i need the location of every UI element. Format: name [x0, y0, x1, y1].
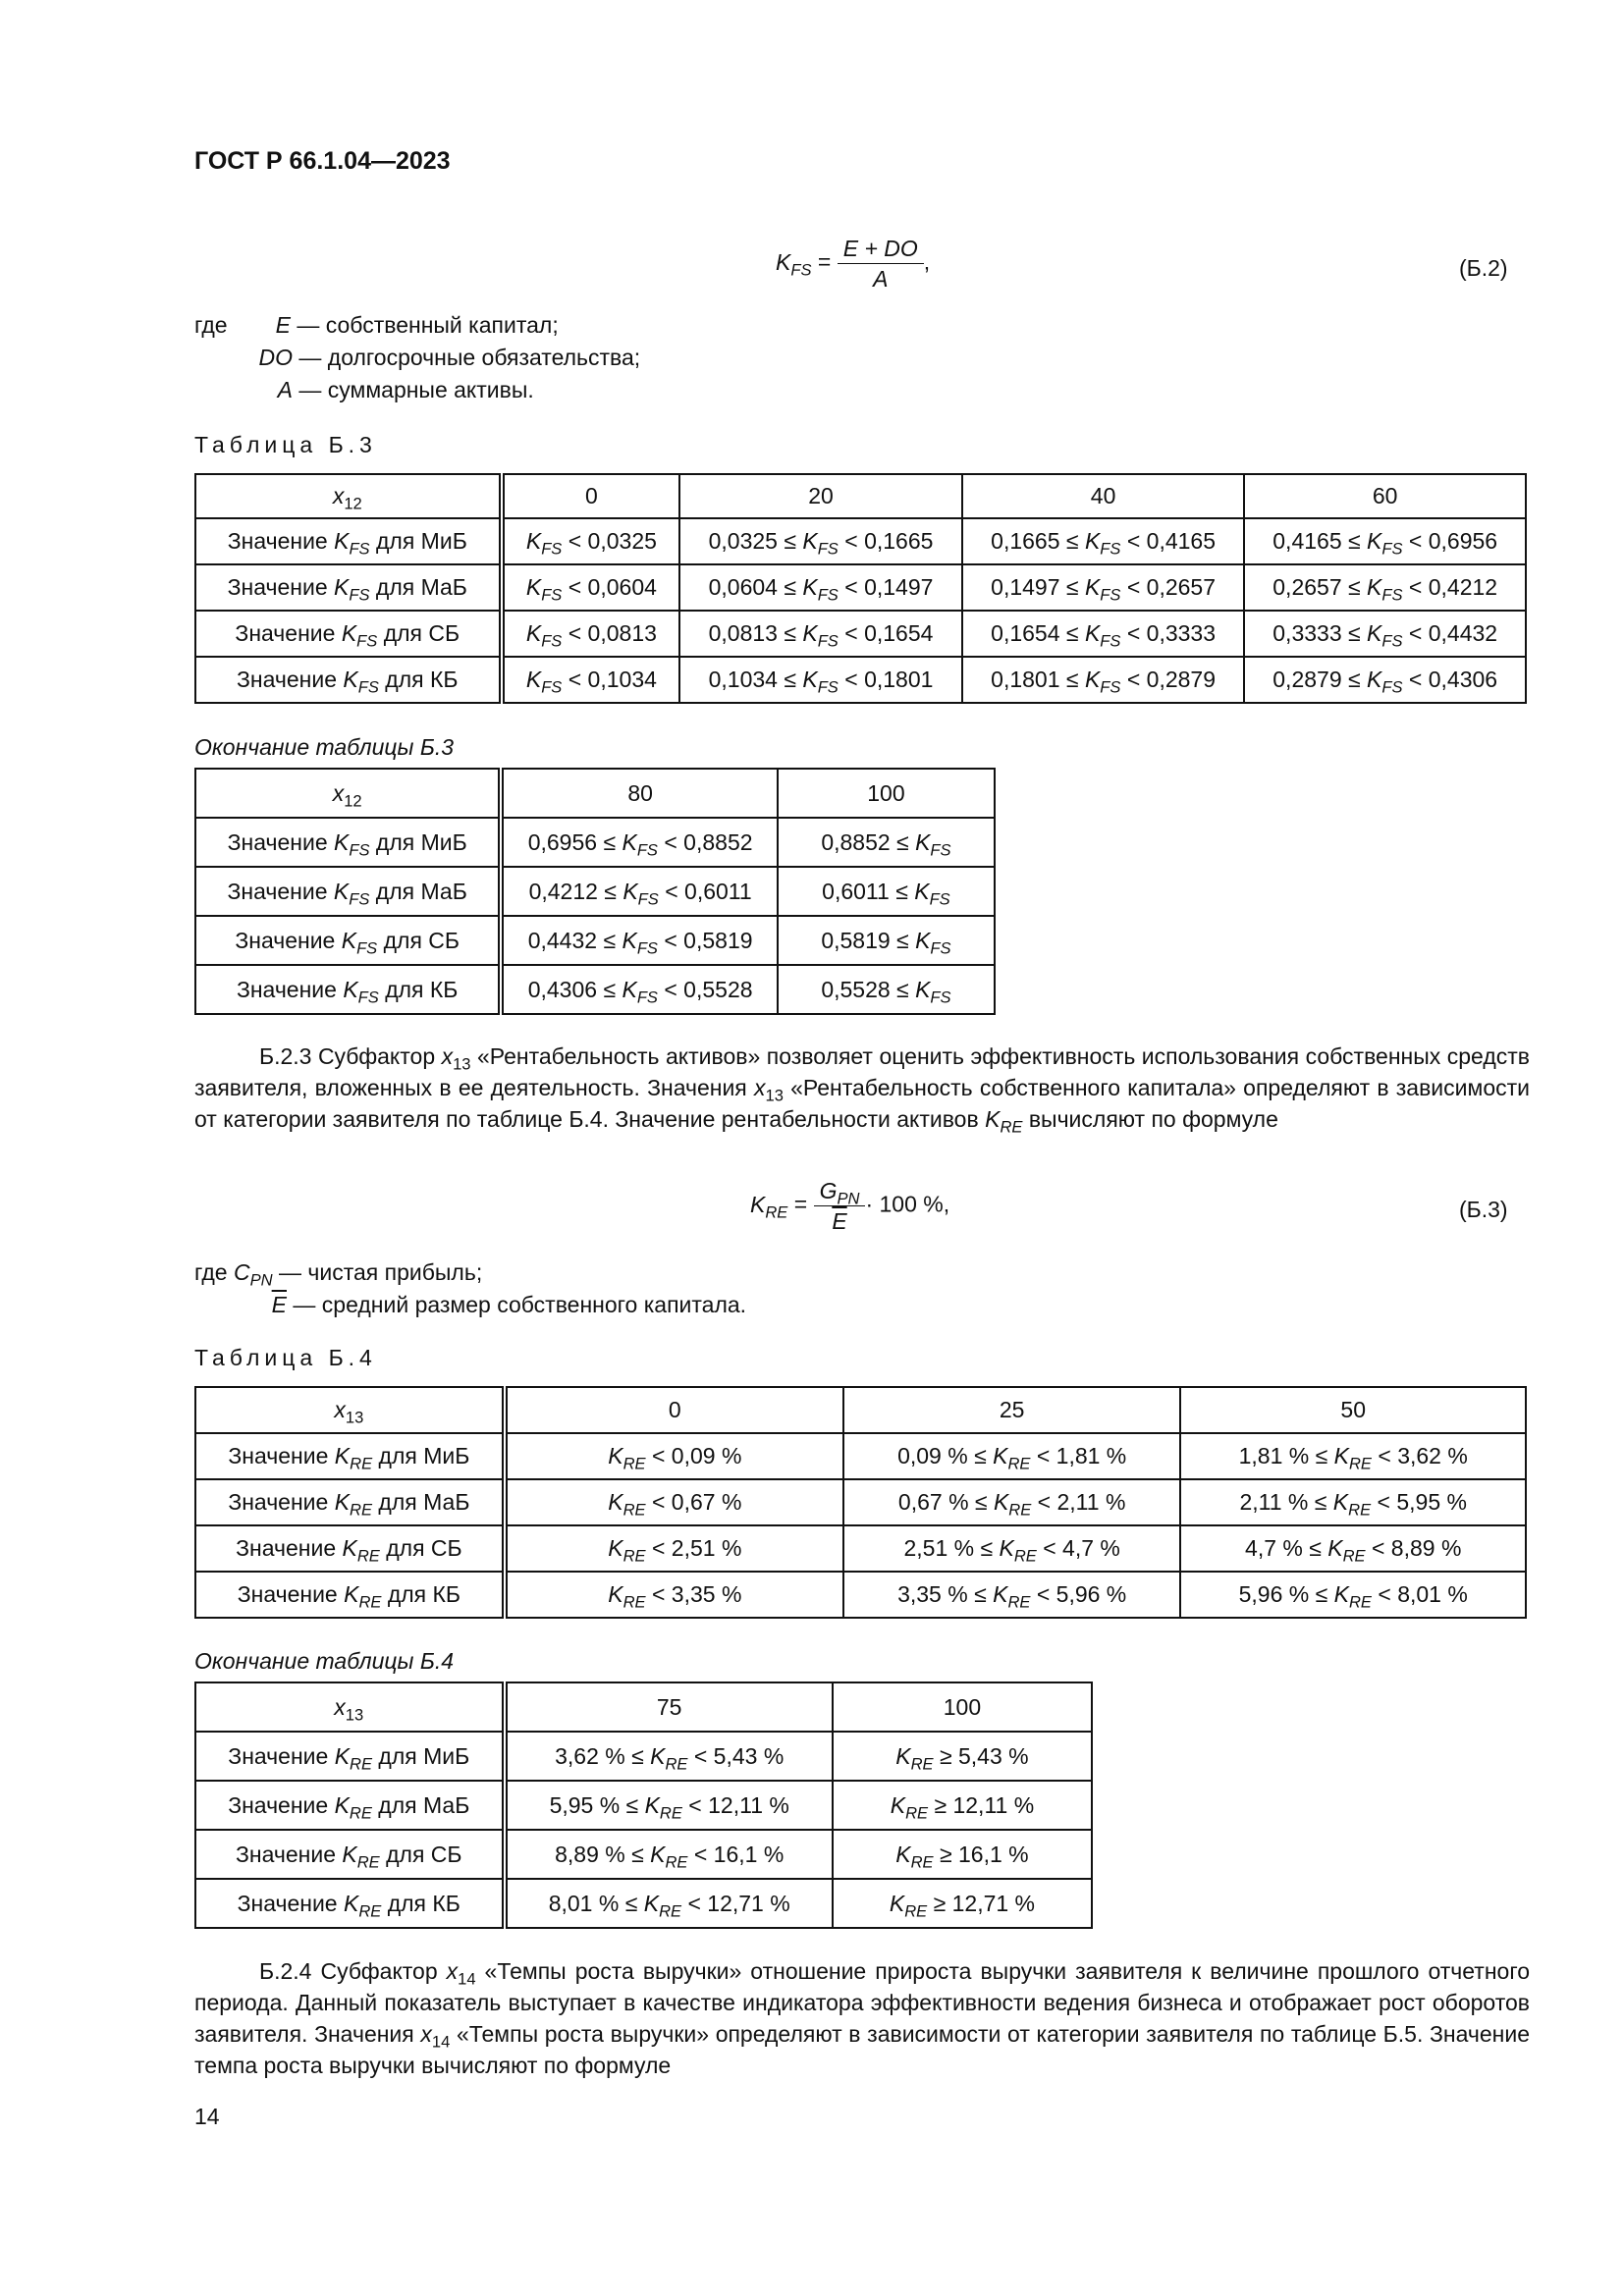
- header-cell: 0: [502, 474, 680, 518]
- table-cell: $0,4212 \le K_{FS} < 0,6011$: [501, 867, 778, 916]
- document-header: ГОСТ Р 66.1.04—2023: [194, 147, 451, 175]
- table-row: [195, 1879, 1092, 1928]
- table-row: [195, 1572, 1526, 1618]
- table-cell: Значение $K_{RE}$ для СБ: [195, 1525, 505, 1572]
- table-cell: Значение $K_{FS}$ для МаБ: [195, 867, 501, 916]
- table-cell: Значение $K_{RE}$ для КБ: [195, 1879, 505, 1928]
- table-cell: Значение $K_{RE}$ для МаБ: [195, 1781, 505, 1830]
- table-cell: $0,4432 \le K_{FS} < 0,5819$: [501, 916, 778, 965]
- table-row: [195, 1525, 1526, 1572]
- table-cell: 5,95 % ≤ $K_{RE} < 12,11$ %: [505, 1781, 833, 1830]
- table-cell: $K_{RE} \ge 12,11$ %: [833, 1781, 1092, 1830]
- table-cell: $K_{FS} < 0,0604$: [502, 564, 680, 611]
- table-cell: $K_{FS} < 0,0813$: [502, 611, 680, 657]
- header-cell: 25: [843, 1387, 1181, 1433]
- page-number: 14: [194, 2104, 220, 2129]
- table-header-row: [195, 1387, 1526, 1433]
- table-cell: $0,6956 \le K_{FS} < 0,8852$: [501, 818, 778, 867]
- table-cell: $0,2879 \le K_{FS} < 0,4306$: [1244, 657, 1526, 703]
- table-cell: 8,01 % ≤ $K_{RE} < 12,71$ %: [505, 1879, 833, 1928]
- table-cell: 0,67 % ≤ $K_{RE} < 2,11$ %: [843, 1479, 1181, 1525]
- table-header-row: [195, 769, 995, 818]
- table-cell: $0,8852 \le K_{FS}$: [778, 818, 995, 867]
- table-cell: $0,1034 \le K_{FS} < 0,1801$: [679, 657, 962, 703]
- formula-b2-fraction: $\frac{E + DO}{A}$: [838, 234, 924, 294]
- table-cell: $0,1801 \le K_{FS} < 0,2879$: [962, 657, 1245, 703]
- table-row: [195, 916, 995, 965]
- table-cell: $K_{FS} < 0,1034$: [502, 657, 680, 703]
- header-cell: 100: [833, 1682, 1092, 1732]
- table-cell: 3,35 % ≤ $K_{RE} < 5,96$ %: [843, 1572, 1181, 1618]
- table-cell: $K_{RE} \ge 12,71$ %: [833, 1879, 1092, 1928]
- table-cell: $0,6011 \le K_{FS}$: [778, 867, 995, 916]
- table-cell: $K_{RE} \ge 16,1$ %: [833, 1830, 1092, 1879]
- table-cell: $0,0604 \le K_{FS} < 0,1497$: [679, 564, 962, 611]
- table-b3-end: [194, 768, 996, 1015]
- table-cell: $0,1497 \le K_{FS} < 0,2657$: [962, 564, 1245, 611]
- header-cell: 100: [778, 769, 995, 818]
- paragraph-b23: Б.2.3 Субфактор $x_{13}$ «Рентабельность активов» позволяет оценить эффективность использования собственных средств заявителя, вложенных в ее деятельность. Значения $x_{13}$ «Рентабельность собственного капитала» определяют в зависимости от категории заявителя по таблице Б.4. Значение рентабельности активов $K_{RE}$ вычисляют по формуле: [194, 1043, 1531, 1137]
- table-cell: $0,0813 \le K_{FS} < 0,1654$: [679, 611, 962, 657]
- table-cell: Значение $K_{RE}$ для КБ: [195, 1572, 505, 1618]
- table-row: [195, 657, 1526, 703]
- table-cell: $K_{FS} < 0,0325$: [502, 518, 680, 564]
- table-cell: $0,4165 \le K_{FS} < 0,6956$: [1244, 518, 1526, 564]
- formula-b2-number: (Б.2): [1459, 255, 1508, 281]
- table-b3-caption: Таблица Б.3: [194, 432, 377, 457]
- defs-b2: [194, 309, 640, 406]
- table-row: [195, 1433, 1526, 1479]
- table-cell: 0,09 % ≤ $K_{RE} < 1,81$ %: [843, 1433, 1181, 1479]
- table-cell: 2,51 % ≤ $K_{RE} < 4,7$ %: [843, 1525, 1181, 1572]
- table-cell: 1,81 % ≤ $K_{RE} < 3,62$ %: [1180, 1433, 1526, 1479]
- header-cell: $x_{13}$: [195, 1387, 505, 1433]
- header-cell: 60: [1244, 474, 1526, 518]
- table-cell: $0,5819 \le K_{FS}$: [778, 916, 995, 965]
- table-cell: Значение $K_{FS}$ для МиБ: [195, 818, 501, 867]
- table-row: [195, 818, 995, 867]
- table-cell: Значение $K_{FS}$ для КБ: [195, 657, 502, 703]
- table-b3: [194, 473, 1527, 704]
- formula-b3: $K_{RE}$ = $\frac{G_{PN}}{E}$ · 100 %,: [750, 1178, 950, 1234]
- table-cell: Значение $K_{RE}$ для МиБ: [195, 1732, 505, 1781]
- table-row: [195, 611, 1526, 657]
- table-cell: $K_{RE} < 0,09$ %: [505, 1433, 843, 1479]
- table-cell: Значение $K_{FS}$ для СБ: [195, 916, 501, 965]
- table-cell: 5,96 % ≤ $K_{RE} < 8,01$ %: [1180, 1572, 1526, 1618]
- table-row: [195, 1781, 1092, 1830]
- def-row: A — суммарные активы.: [277, 377, 534, 402]
- header-cell: $x_{12}$: [195, 474, 502, 518]
- def-row: где E — собственный капитал;: [194, 312, 559, 338]
- table-row: [195, 1479, 1526, 1525]
- table-b4-end: [194, 1682, 1093, 1929]
- table-cell: $0,3333 \le K_{FS} < 0,4432$: [1244, 611, 1526, 657]
- header-cell: 75: [505, 1682, 833, 1732]
- table-b3-end-caption: Окончание таблицы Б.3: [194, 734, 455, 760]
- table-cell: Значение $K_{FS}$ для СБ: [195, 611, 502, 657]
- table-header-row: [195, 1682, 1092, 1732]
- formula-b2-lhs: $K_{FS}$: [776, 248, 812, 279]
- table-header-row: [195, 474, 1526, 518]
- table-row: [195, 1830, 1092, 1879]
- table-cell: Значение $K_{FS}$ для МаБ: [195, 564, 502, 611]
- table-cell: $0,2657 \le K_{FS} < 0,4212$: [1244, 564, 1526, 611]
- header-cell: 20: [679, 474, 962, 518]
- table-cell: 8,89 % ≤ $K_{RE} < 16,1$ %: [505, 1830, 833, 1879]
- table-cell: Значение $K_{FS}$ для КБ: [195, 965, 501, 1014]
- table-cell: $0,1665 \le K_{FS} < 0,4165$: [962, 518, 1245, 564]
- table-b4-caption: Таблица Б.4: [194, 1345, 377, 1370]
- table-cell: $0,1654 \le K_{FS} < 0,3333$: [962, 611, 1245, 657]
- header-cell: $x_{12}$: [195, 769, 501, 818]
- def-row: DO — долгосрочные обязательства;: [258, 345, 641, 370]
- table-cell: $K_{RE} < 0,67$ %: [505, 1479, 843, 1525]
- table-cell: 3,62 % ≤ $K_{RE} < 5,43$ %: [505, 1732, 833, 1781]
- table-row: [195, 1732, 1092, 1781]
- table-row: [195, 965, 995, 1014]
- table-row: [195, 518, 1526, 564]
- header-cell: 40: [962, 474, 1245, 518]
- table-cell: Значение $K_{RE}$ для СБ: [195, 1830, 505, 1879]
- formula-b3-number: (Б.3): [1459, 1197, 1508, 1222]
- def-row: $\overline{E}$ — средний размер собственного капитала.: [271, 1292, 747, 1317]
- formula-b3-lhs: $K_{RE}$: [750, 1191, 788, 1221]
- table-row: [195, 867, 995, 916]
- paragraph-b24: Б.2.4 Субфактор $x_{14}$ «Темпы роста выручки» отношение прироста выручки заявителя к величине прошлого отчетного периода. Данный показатель выступает в качестве индикатора эффективности ведения бизнеса и отображает рост оборотов заявителя. Значения $x_{14}$ «Темпы роста выручки» определяют в зависимости от категории заявителя по таблице Б.5. Значение темпа роста выручки вычисляют по формуле: [194, 1958, 1530, 2078]
- table-b4-end-caption: Окончание таблицы Б.4: [194, 1648, 455, 1674]
- table-cell: $0,0325 \le K_{FS} < 0,1665$: [679, 518, 962, 564]
- defs-b3: [194, 1256, 746, 1321]
- header-cell: 50: [1180, 1387, 1526, 1433]
- def-row: где $C_{PN}$ — чистая прибыль;: [194, 1259, 483, 1290]
- table-cell: Значение $K_{RE}$ для МаБ: [195, 1479, 505, 1525]
- table-row: [195, 564, 1526, 611]
- table-b4: [194, 1386, 1527, 1619]
- table-cell: $0,4306 \le K_{FS} < 0,5528$: [501, 965, 778, 1014]
- table-cell: $K_{RE} \ge 5,43$ %: [833, 1732, 1092, 1781]
- formula-b2: $K_{FS}$ = $\frac{E + DO}{A}$ ,: [776, 236, 931, 292]
- header-cell: 80: [501, 769, 778, 818]
- table-cell: $K_{RE} < 3,35$ %: [505, 1572, 843, 1618]
- formula-b3-fraction: $\frac{G_{PN}}{E}$: [814, 1176, 866, 1236]
- table-cell: $K_{RE} < 2,51$ %: [505, 1525, 843, 1572]
- table-cell: Значение $K_{RE}$ для МиБ: [195, 1433, 505, 1479]
- table-cell: 4,7 % ≤ $K_{RE} < 8,89$ %: [1180, 1525, 1526, 1572]
- table-cell: $0,5528 \le K_{FS}$: [778, 965, 995, 1014]
- header-cell: 0: [505, 1387, 843, 1433]
- header-cell: $x_{13}$: [195, 1682, 505, 1732]
- table-cell: 2,11 % ≤ $K_{RE} < 5,95$ %: [1180, 1479, 1526, 1525]
- table-cell: Значение $K_{FS}$ для МиБ: [195, 518, 502, 564]
